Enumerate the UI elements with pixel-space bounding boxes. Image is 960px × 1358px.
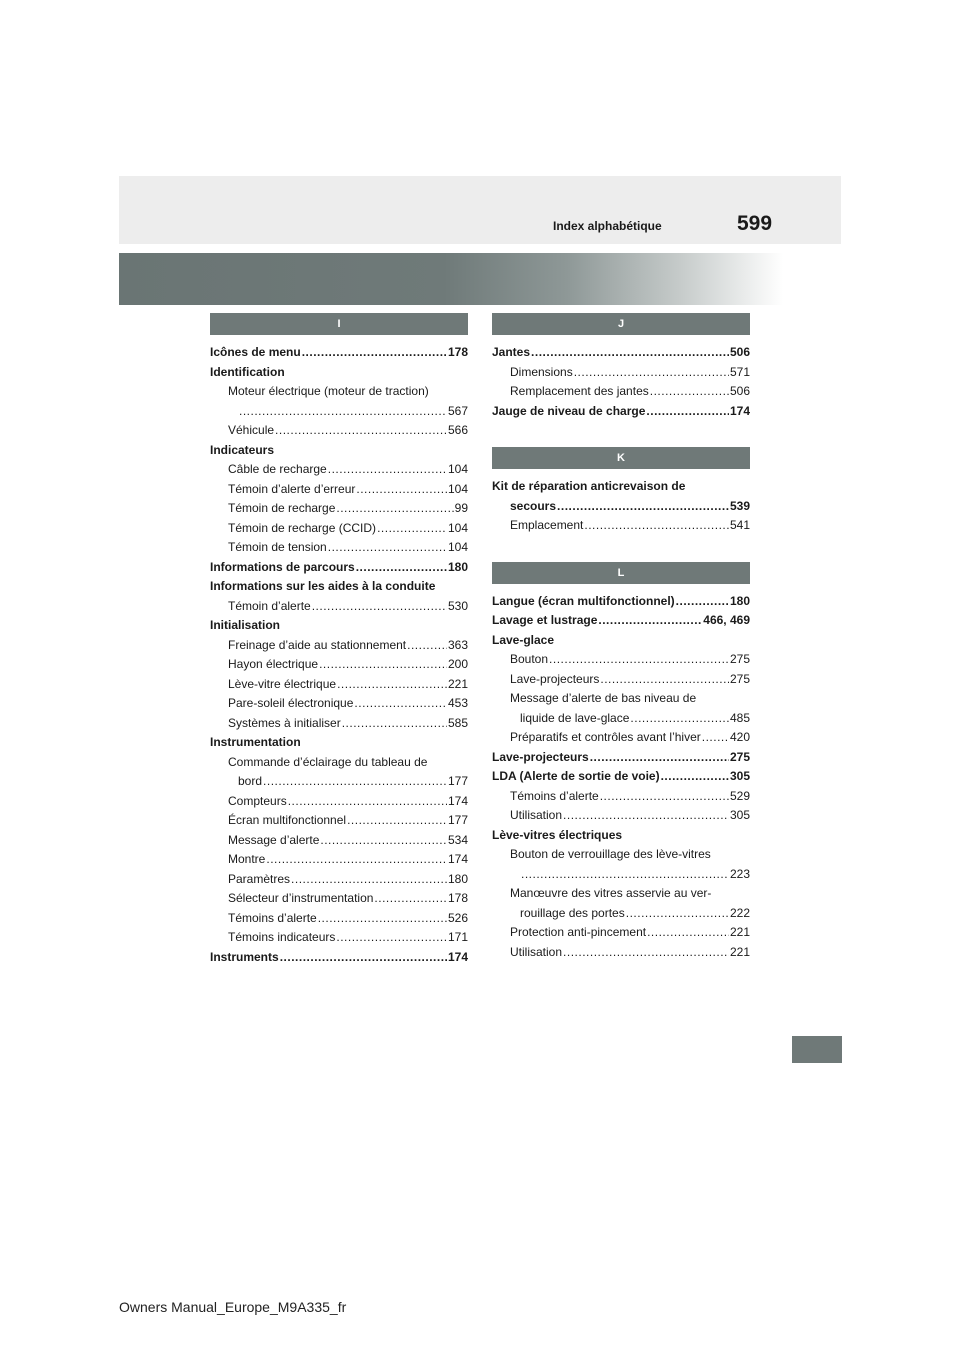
dot-leader	[702, 728, 729, 748]
entry-page-number: 566	[447, 423, 468, 437]
entry-term: Indicateurs	[210, 442, 275, 457]
entry-term: Écran multifonctionnel	[228, 813, 347, 827]
index-entry	[210, 499, 468, 519]
entry-term: Dimensions	[510, 364, 573, 379]
entry-term: Lève-vitre électrique	[228, 676, 337, 691]
dot-leader	[263, 772, 447, 792]
entry-page-number: 180	[729, 593, 750, 608]
section-letter-header: J	[492, 313, 750, 335]
dot-leader	[320, 831, 447, 851]
index-entry	[492, 631, 750, 651]
entry-term: Paramètres	[228, 871, 291, 886]
entry-term: Freinage d’aide au stationnement	[228, 637, 407, 652]
dot-leader	[630, 709, 729, 729]
entry-term: Sélecteur d’instrumentation	[228, 891, 374, 905]
entry-page-number: 104	[447, 540, 468, 554]
index-entry	[210, 733, 468, 753]
dot-leader	[584, 516, 729, 536]
dot-leader	[280, 948, 447, 968]
entry-term: Bouton de verrouillage des lève-vitres	[510, 847, 711, 861]
entry-page-number: 506	[729, 384, 750, 398]
entry-term: Systèmes à initialiser	[228, 715, 341, 730]
dot-leader	[336, 499, 453, 519]
entry-term: Remplacement des jantes	[510, 384, 649, 398]
entry-term: Pare-soleil électronique	[228, 696, 354, 710]
entry-page-number: 506	[729, 345, 750, 359]
section-letter-header: K	[492, 447, 750, 469]
entry-page-number: 275	[729, 749, 750, 764]
entry-term: Instruments	[210, 949, 279, 964]
entry-page-number: 180	[447, 559, 468, 574]
entry-page-number: 453	[447, 696, 468, 710]
entry-term: Informations de parcours	[210, 559, 355, 574]
entry-term: Lavage et lustrage	[492, 613, 598, 627]
index-entry	[210, 870, 468, 890]
index-entry	[492, 923, 750, 943]
entry-term: Manœuvre des vitres asservie au ver-	[510, 886, 712, 900]
entry-term: Véhicule	[228, 423, 275, 437]
dot-leader	[600, 787, 729, 807]
entry-page-number: 305	[729, 769, 750, 783]
entry-term: liquide de lave-glace	[520, 710, 630, 725]
index-entry	[210, 558, 468, 578]
dot-leader	[356, 480, 447, 500]
dot-leader	[661, 767, 729, 787]
entry-page-number: 221	[447, 676, 468, 691]
dot-leader	[328, 538, 447, 558]
entry-term: Câble de recharge	[228, 462, 327, 476]
entry-page-number: 104	[447, 520, 468, 535]
index-entry	[210, 675, 468, 695]
entry-term: Message d’alerte de bas niveau de	[510, 691, 697, 705]
entry-term: Témoin d’alerte d’erreur	[228, 481, 356, 496]
index-entry	[492, 748, 750, 768]
index-entry	[492, 826, 750, 846]
dot-leader	[574, 363, 729, 383]
index-entry	[210, 753, 468, 773]
dot-leader	[266, 850, 447, 870]
index-entry-list	[492, 343, 750, 421]
dot-leader	[598, 611, 702, 631]
index-entry-list	[492, 477, 750, 536]
dot-leader	[374, 889, 447, 909]
entry-term: Icônes de menu	[210, 345, 301, 359]
entry-page-number: 104	[447, 462, 468, 476]
dot-leader	[312, 597, 447, 617]
index-entry	[492, 728, 750, 748]
dot-leader	[239, 402, 447, 422]
header-title: Index alphabétique	[553, 219, 662, 233]
entry-term: Commande d’éclairage du tableau de	[228, 754, 428, 769]
chapter-band	[119, 253, 841, 305]
index-column-left	[210, 313, 468, 967]
index-entry	[210, 792, 468, 812]
index-entry	[210, 480, 468, 500]
index-entry	[492, 689, 750, 709]
section-letter-header: I	[210, 313, 468, 335]
entry-term: Lave-glace	[492, 632, 555, 647]
dot-leader	[356, 558, 447, 578]
entry-page-number: 174	[447, 852, 468, 866]
entry-page-number: 275	[729, 671, 750, 686]
dot-leader	[650, 382, 729, 402]
index-entry	[492, 865, 750, 885]
dot-leader	[676, 592, 729, 612]
index-entry	[210, 441, 468, 461]
header-band	[119, 176, 841, 244]
entry-page-number: 571	[729, 364, 750, 379]
entry-page-number: 177	[447, 813, 468, 827]
index-entry	[210, 402, 468, 422]
entry-term: Moteur électrique (moteur de traction)	[228, 384, 429, 398]
dot-leader	[647, 923, 729, 943]
index-entry	[492, 382, 750, 402]
index-entry	[492, 787, 750, 807]
entry-page-number: 420	[729, 730, 750, 744]
entry-term: Message d’alerte	[228, 832, 320, 847]
entry-page-number: 180	[447, 871, 468, 886]
entry-term: Compteurs	[228, 793, 287, 808]
index-entry	[492, 611, 750, 631]
entry-term: Jauge de niveau de charge	[492, 403, 646, 418]
dot-leader	[354, 694, 447, 714]
index-entry	[210, 694, 468, 714]
dot-leader	[563, 806, 729, 826]
index-entry	[210, 811, 468, 831]
entry-term: Hayon électrique	[228, 657, 319, 671]
dot-leader	[291, 870, 447, 890]
index-entry-list	[210, 343, 468, 967]
index-entry	[210, 382, 468, 402]
index-entry	[492, 343, 750, 363]
index-section	[492, 447, 750, 536]
entry-page-number: 174	[447, 793, 468, 808]
entry-term: Bouton	[510, 652, 549, 666]
index-entry	[492, 402, 750, 422]
index-entry	[210, 363, 468, 383]
dot-leader	[342, 714, 447, 734]
dot-leader	[531, 343, 729, 363]
dot-leader	[302, 343, 447, 363]
entry-page-number: 104	[447, 481, 468, 496]
entry-page-number: 305	[729, 808, 750, 822]
footer-text: Owners Manual_Europe_M9A335_fr	[119, 1299, 347, 1315]
index-entry	[210, 636, 468, 656]
dot-leader	[275, 421, 447, 441]
chapter-tab-marker	[792, 1036, 842, 1063]
index-entry	[210, 889, 468, 909]
entry-page-number: 530	[447, 598, 468, 613]
entry-page-number: 221	[729, 925, 750, 939]
index-entry	[492, 592, 750, 612]
dot-leader	[337, 675, 447, 695]
entry-page-number: 171	[447, 930, 468, 944]
entry-term: Initialisation	[210, 618, 281, 632]
entry-page-number: 529	[729, 788, 750, 803]
entry-term: Préparatifs et contrôles avant l’hiver	[510, 730, 701, 744]
entry-page-number: 526	[447, 910, 468, 925]
entry-page-number: 174	[447, 949, 468, 964]
index-entry	[210, 714, 468, 734]
entry-page-number: 466, 469	[703, 613, 750, 627]
index-section	[492, 562, 750, 963]
entry-term: Emplacement	[510, 518, 584, 532]
entry-term: Utilisation	[510, 944, 563, 959]
index-entry	[492, 767, 750, 787]
entry-term: Lève-vitres électriques	[492, 827, 623, 842]
dot-leader	[521, 865, 729, 885]
entry-term: Témoins d’alerte	[510, 788, 599, 803]
dot-leader	[626, 904, 729, 924]
dot-leader	[377, 519, 447, 539]
entry-page-number: 177	[447, 774, 468, 788]
dot-leader	[557, 497, 729, 517]
entry-term: Identification	[210, 364, 285, 379]
entry-page-number: 585	[447, 715, 468, 730]
entry-term: Lave-projecteurs	[492, 749, 589, 764]
index-entry	[210, 616, 468, 636]
index-entry	[492, 363, 750, 383]
index-entry	[210, 928, 468, 948]
index-entry	[210, 831, 468, 851]
index-entry	[492, 709, 750, 729]
dot-leader	[318, 909, 447, 929]
index-entry	[492, 497, 750, 517]
entry-page-number: 363	[447, 637, 468, 652]
dot-leader	[319, 655, 447, 675]
index-entry	[492, 806, 750, 826]
entry-page-number: 221	[729, 944, 750, 959]
index-entry	[492, 845, 750, 865]
entry-term: Instrumentation	[210, 735, 301, 749]
index-entry	[492, 670, 750, 690]
index-entry	[492, 650, 750, 670]
entry-page-number: 174	[729, 403, 750, 418]
entry-term: Témoin de recharge (CCID)	[228, 520, 377, 535]
entry-term: Jantes	[492, 345, 531, 359]
section-letter-header: L	[492, 562, 750, 584]
entry-term: Informations sur les aides à la conduite	[210, 579, 436, 593]
entry-page-number: 178	[447, 345, 468, 359]
dot-leader	[600, 670, 729, 690]
entry-term: LDA (Alerte de sortie de voie)	[492, 769, 660, 783]
index-entry	[492, 477, 750, 497]
index-entry	[210, 850, 468, 870]
entry-page-number: 99	[454, 501, 468, 515]
dot-leader	[407, 636, 447, 656]
entry-page-number: 534	[447, 832, 468, 847]
dot-leader	[288, 792, 447, 812]
entry-term: Kit de réparation anticrevaison de	[492, 479, 686, 493]
entry-term: Témoin de recharge	[228, 501, 336, 515]
entry-term: Langue (écran multifonctionnel)	[492, 593, 675, 608]
index-entry	[492, 904, 750, 924]
index-entry	[210, 577, 468, 597]
entry-term: Témoins d’alerte	[228, 910, 317, 925]
index-entry	[210, 772, 468, 792]
entry-term: secours	[510, 498, 557, 513]
index-entry-list	[492, 592, 750, 963]
entry-page-number: 541	[729, 518, 750, 532]
index-entry	[210, 909, 468, 929]
entry-term: Utilisation	[510, 808, 563, 822]
index-entry	[210, 655, 468, 675]
index-entry	[492, 943, 750, 963]
index-entry	[210, 538, 468, 558]
entry-term: Témoin d’alerte	[228, 598, 311, 613]
dot-leader	[347, 811, 447, 831]
entry-term: rouillage des portes	[520, 905, 625, 920]
entry-term: bord	[238, 774, 263, 788]
entry-term: Montre	[228, 852, 266, 866]
entry-term: Lave-projecteurs	[510, 671, 600, 686]
entry-page-number: 222	[729, 905, 750, 920]
entry-page-number: 178	[447, 891, 468, 905]
entry-page-number: 223	[729, 866, 750, 881]
index-entry	[210, 519, 468, 539]
index-column-right	[492, 313, 750, 962]
dot-leader	[646, 402, 729, 422]
dot-leader	[563, 943, 729, 963]
dot-leader	[328, 460, 447, 480]
dot-leader	[336, 928, 447, 948]
index-entry	[210, 597, 468, 617]
entry-term: Témoins indicateurs	[228, 930, 336, 944]
entry-term: Témoin de tension	[228, 540, 327, 554]
dot-leader	[590, 748, 729, 768]
index-entry	[210, 460, 468, 480]
page-number: 599	[737, 212, 773, 235]
entry-page-number: 200	[447, 657, 468, 671]
index-section	[210, 313, 468, 967]
index-entry	[210, 948, 468, 968]
index-entry	[492, 884, 750, 904]
entry-term: Protection anti-pincement	[510, 925, 647, 939]
entry-page-number: 485	[729, 710, 750, 725]
entry-page-number: 539	[729, 498, 750, 513]
entry-page-number: 275	[729, 652, 750, 666]
index-entry	[210, 343, 468, 363]
entry-page-number: 567	[447, 403, 468, 418]
index-section	[492, 313, 750, 421]
index-entry	[492, 516, 750, 536]
dot-leader	[549, 650, 729, 670]
index-entry	[210, 421, 468, 441]
